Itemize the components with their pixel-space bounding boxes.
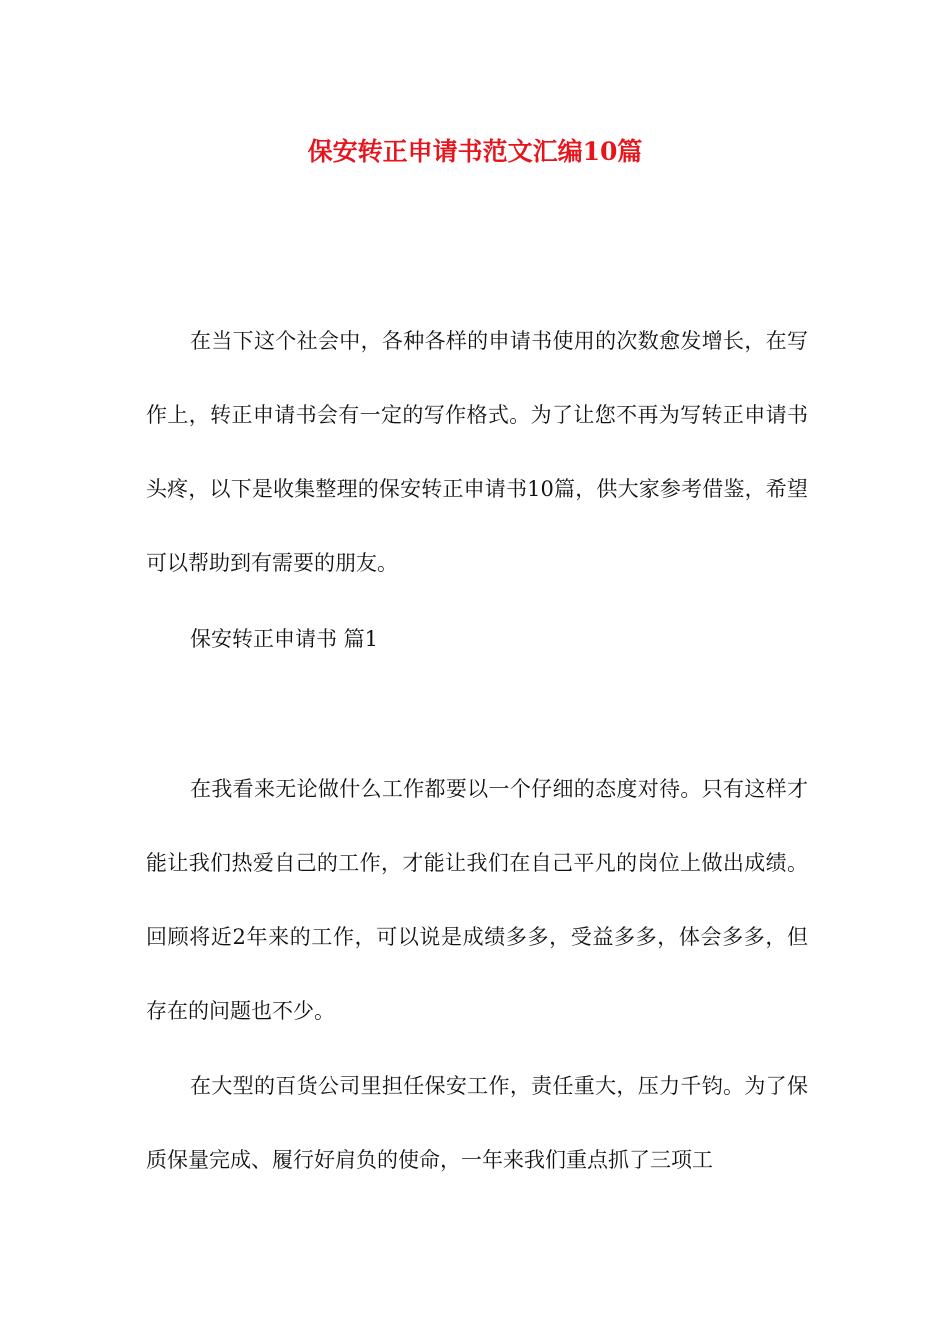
section-heading: 保安转正申请书 篇1 xyxy=(190,627,379,651)
body-paragraph-2: 在大型的百货公司里担任保安工作，责任重大，压力千钧。为了保质保量完成、履行好肩负的使命，一年来我们重点抓了三项工 xyxy=(146,1074,808,1172)
body-paragraph-1: 在我看来无论做什么工作都要以一个仔细的态度对待。只有这样才能让我们热爱自己的工作，才能让我们在自己平凡的岗位上做出成绩。回顾将近2年来的工作，可以说是成绩多多，受益多多，体会多多，但存在的问题也不少。 xyxy=(146,777,808,1023)
intro-paragraph: 在当下这个社会中，各种各样的申请书使用的次数愈发增长，在写作上，转正申请书会有一定的写作格式。为了让您不再为写转正申请书头疼，以下是收集整理的保安转正申请书10篇，供大家参考借鉴，希望可以帮助到有需要的朋友。 xyxy=(146,329,808,575)
document-title: 保安转正申请书范文汇编10篇 xyxy=(307,137,643,166)
